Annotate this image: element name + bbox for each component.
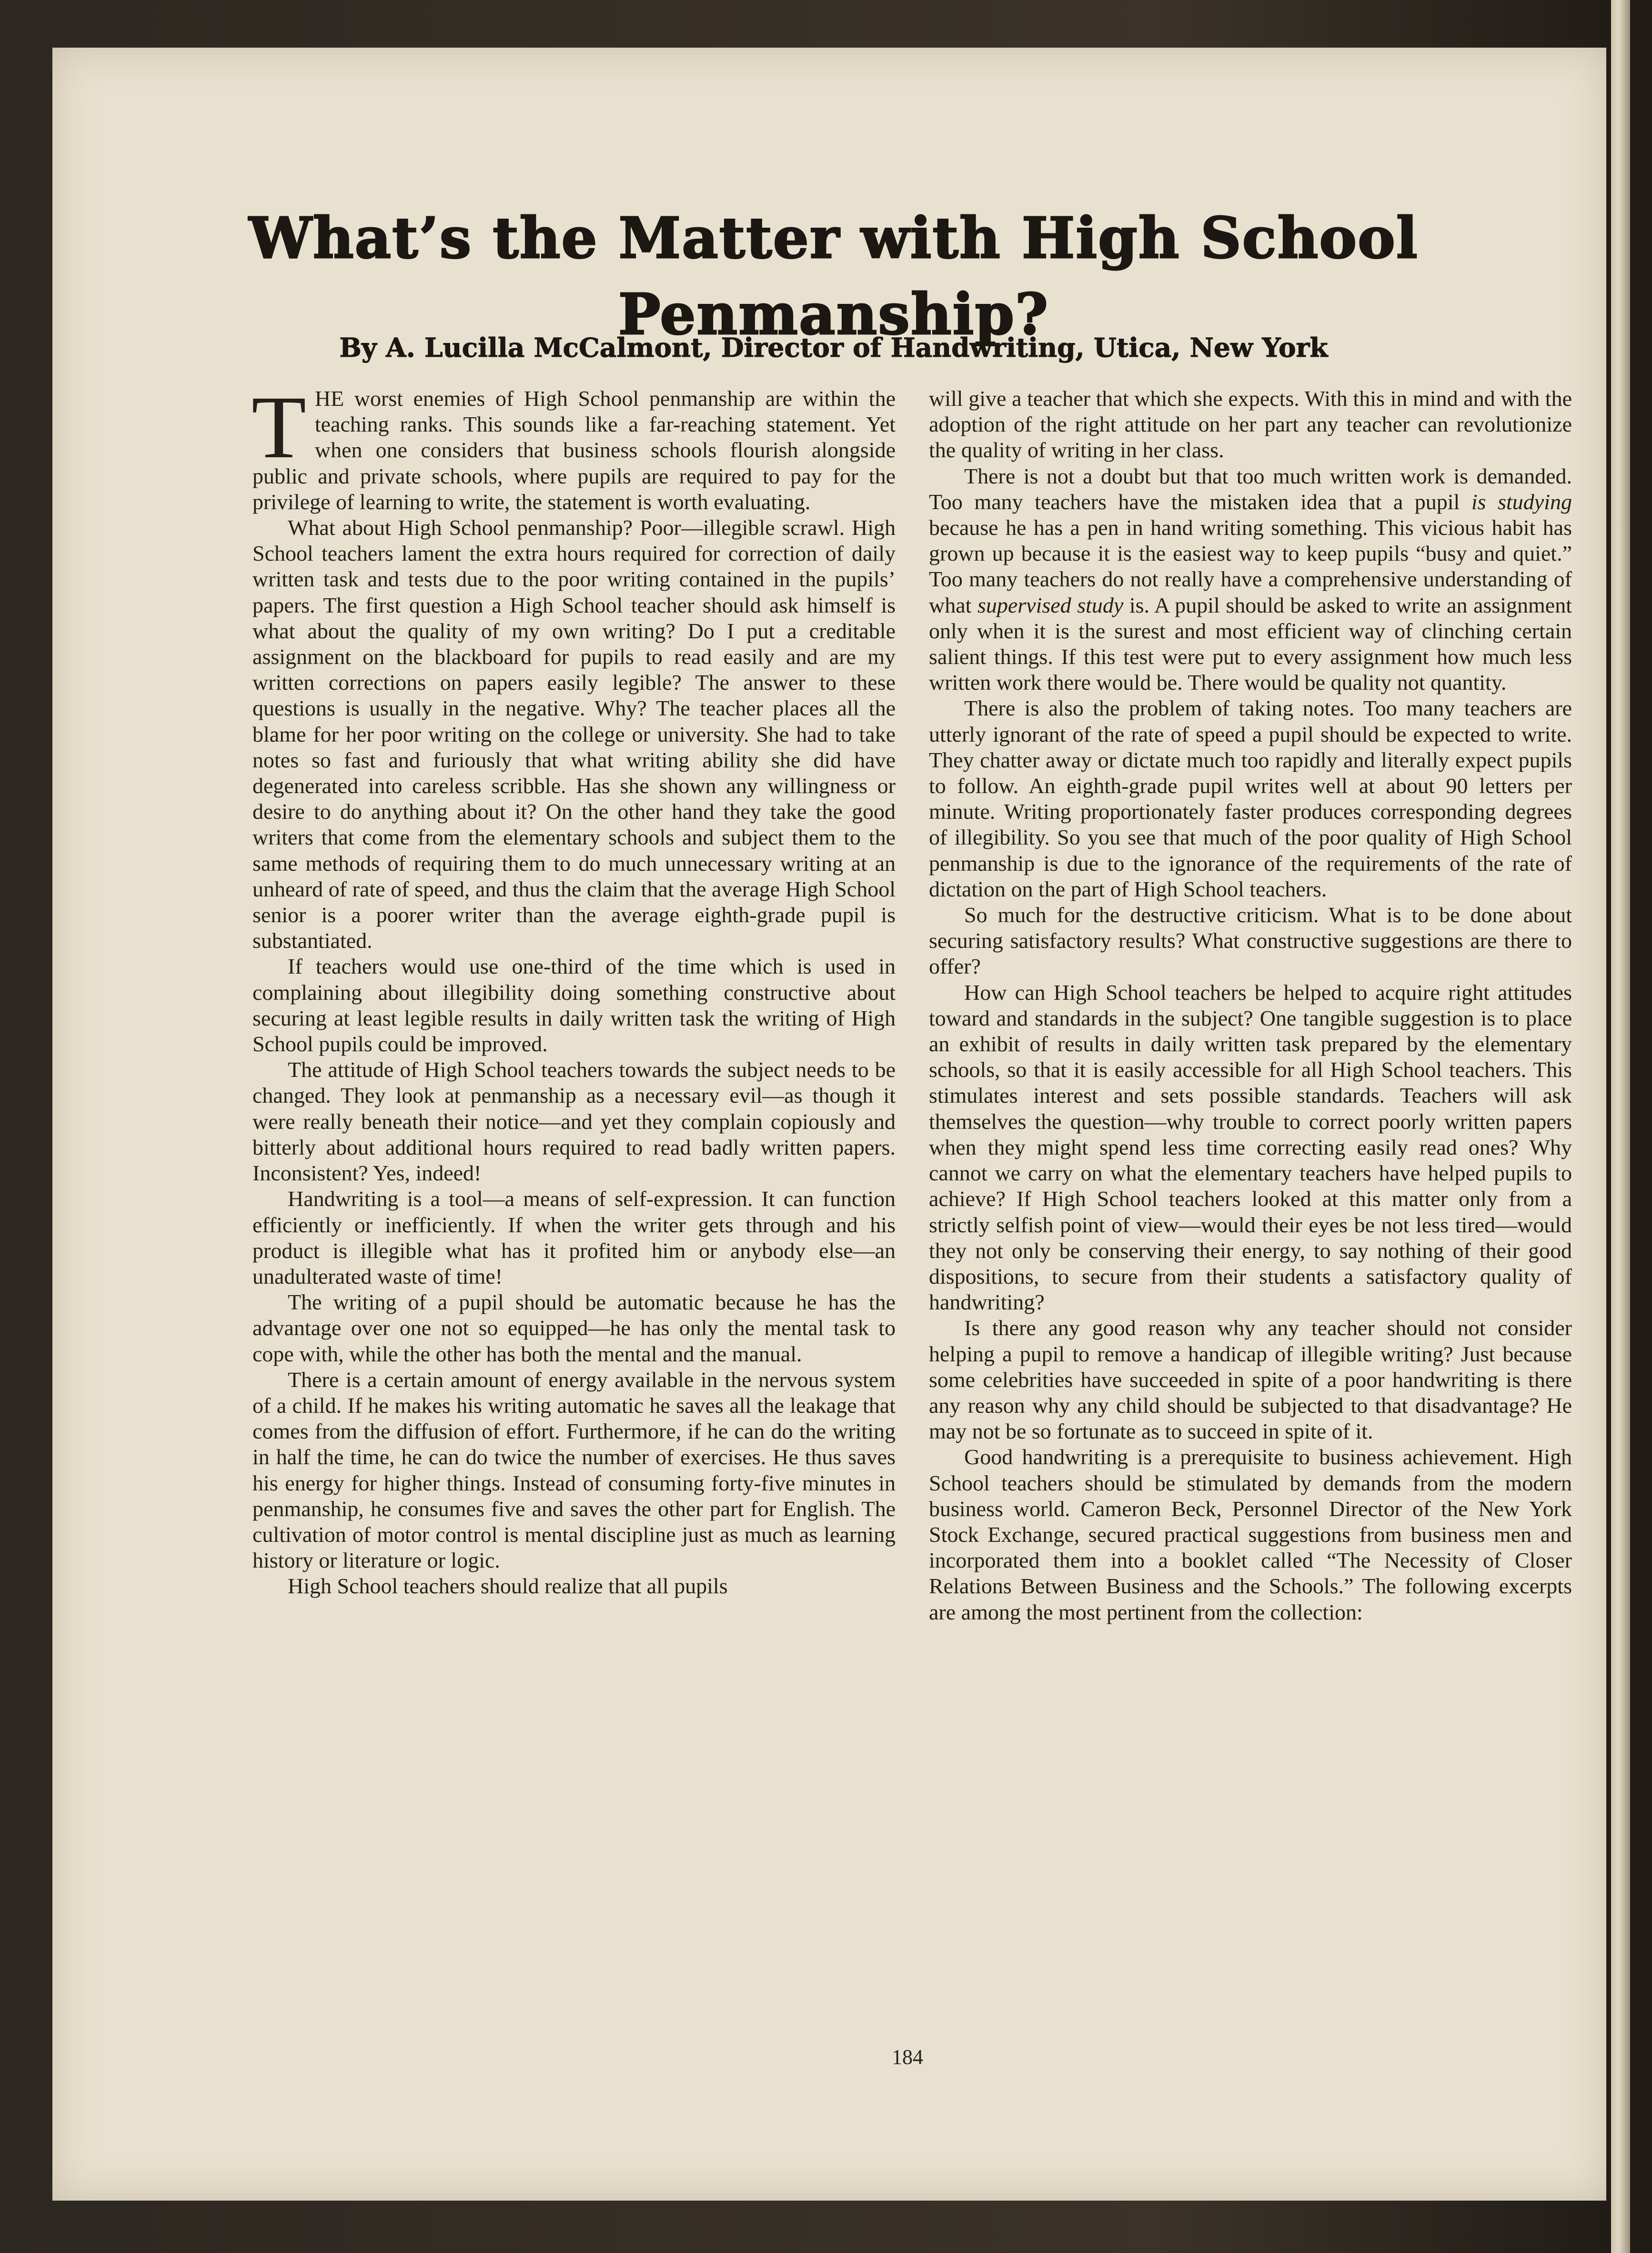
- paragraph: [929, 463, 1572, 696]
- paragraph: There is also the problem of taking notes. Too many teachers are utterly ignorant of the rate of speed a pupil should be expected to write. They chatter away or dictate much too rapidly and literally expect pupils to follow. An eighth-grade pupil writes well at about 90 letters per minute. Writing proportionately faster produces corresponding degrees of illegibility. So you see that much of the poor quality of High School penmanship is due to the ignorance of the requirements of the rate of dictation on the part of High School teachers.: [929, 696, 1572, 901]
- paragraph: The attitude of High School teachers towards the subject needs to be changed. They look at penmanship as a necessary evil—as though it were really beneath their notice—and yet they complain copiously and bitterly about additional hours required to read badly written papers. Inconsistent? Yes, indeed!: [252, 1057, 896, 1186]
- emphasis-text: supervised study: [977, 593, 1124, 617]
- paragraph: There is a certain amount of energy available in the nervous system of a child. If he makes his writing automatic he saves all the leakage that comes from the diffusion of effort. Furthermore, if he can do the writing in half the time, he can do twice the number of exercises. He thus saves his energy for higher things. Instead of consuming forty-five minutes in penmanship, he consumes five and saves the other part for English. The cultivation of motor control is mental discipline just as much as learning history or literature or logic.: [252, 1367, 896, 1573]
- paragraph-text: There is not a doubt but that too much written work is demanded. Too many teachers have the mistaken idea that a pupil: [929, 463, 1572, 514]
- paragraph: So much for the destructive criticism. What is to be done about securing satisfactory results? What constructive suggestions are there to offer?: [929, 903, 1572, 979]
- paragraph: The writing of a pupil should be automatic because he has the advantage over one not so equipped—he has only the mental task to cope with, while the other has both the mental and the manual.: [252, 1290, 896, 1366]
- emphasis-text: is studying: [1471, 489, 1572, 514]
- paragraph-text: HE worst enemies of High School penmanship are within the teaching ranks. This sounds like a far-reaching statement. Yet when one considers that business schools flourish alongside public and private schools, where pupils are required to pay for the privilege of learning to write, the statement is worth evaluating.: [252, 386, 896, 514]
- page-edge: [1611, 0, 1630, 2253]
- paragraph: Handwriting is a tool—a means of self-expression. It can function efficiently or inefficiently. If when the writer gets through and his product is illegible what has it profited him or anybody else—an unadulterated waste of time!: [252, 1187, 896, 1288]
- paragraph: What about High School penmanship? Poor—illegible scrawl. High School teachers lament the extra hours required for correction of daily written task and tests due to the poor writing contained in the pupils’ papers. The first question a High School teacher should ask himself is what about the quality of my own writing? Do I put a creditable assignment on the blackboard for pupils to read easily and are my written corrections on papers easily legible? The answer to these questions is usually in the negative. Why? The teacher places all the blame for her poor writing on the college or university. She had to take notes so fast and furiously that what writing ability she did have degenerated into careless scribble. Has she shown any willingness or desire to do anything about it? On the other hand they take the good writers that come from the elementary schools and subject them to the same methods of requiring them to do much unnecessary writing at an unheard of rate of speed, and thus the claim that the average High School senior is a poorer writer than the average eighth-grade pupil is substantiated.: [252, 515, 896, 953]
- paragraph: High School teachers should realize that all pupils: [288, 1574, 728, 1599]
- right-column: [929, 386, 1572, 1625]
- paragraph: will give a teacher that which she expects. With this in mind and with the adoption of the right attitude on her part any teacher can revolutionize the quality of writing in her class.: [929, 386, 1572, 463]
- paragraph: Good handwriting is a prerequisite to business achievement. High School teachers should be stimulated by demands from the modern business world. Cameron Beck, Personnel Director of the New York Stock Exchange, secured practical suggestions from business men and incorporated them into a booklet called “The Necessity of Closer Relations Between Business and the Schools.” The following excerpts are among the most pertinent from the collection:: [929, 1445, 1572, 1624]
- page-number: 184: [892, 2045, 923, 2069]
- left-column: [252, 377, 896, 1599]
- paragraph-text: because he has a pen in hand writing something. This vicious habit has grown up because it is the easiest way to keep pupils “busy and quiet.” Too many teachers do not really have a comprehensive understanding of what: [929, 515, 1572, 617]
- paragraph: [252, 377, 896, 515]
- book-spine-shadow: [1630, 0, 1652, 2253]
- paragraph-text: is. A pupil should be asked to write an assignment only when it is the surest and most efficient way of clinching certain salient things. If this test were put to every assignment how much less written work there would be. There would be quality not quantity.: [929, 593, 1572, 695]
- paragraph: Is there any good reason why any teacher should not consider helping a pupil to remove a handicap of illegible writing? Just because some celebrities have succeeded in spite of a poor handwriting is there any reason why any child should be subjected to that disadvantage? He may not be so fortunate as to succeed in spite of it.: [929, 1316, 1572, 1444]
- paragraph: How can High School teachers be helped to acquire right attitudes toward and standards in the subject? One tangible suggestion is to place an exhibit of results in daily written task prepared by the elementary schools, so that it is easily accessible for all High School teachers. This stimulates interest and sets possible standards. Teachers will ask themselves the question—why trouble to correct poorly written papers when they might spend less time correcting easily read ones? Why cannot we carry on what the elementary teachers have helped pupils to achieve? If High School teachers looked at this matter only from a strictly selfish point of view—would their eyes be not less tired—would they not only be conserving their energy, to say nothing of their good dispositions, to secure from their students a satisfactory quality of handwriting?: [929, 980, 1572, 1315]
- article-title: What’s the Matter with High School Penmanship?: [249, 205, 1419, 347]
- article-byline: By A. Lucilla McCalmont, Director of Handwriting, Utica, New York: [339, 332, 1328, 363]
- paragraph: If teachers would use one-third of the time which is used in complaining about illegibility doing something constructive about securing at least legible results in daily written task the writing of High School pupils could be improved.: [252, 954, 896, 1056]
- drop-cap: T: [252, 377, 306, 477]
